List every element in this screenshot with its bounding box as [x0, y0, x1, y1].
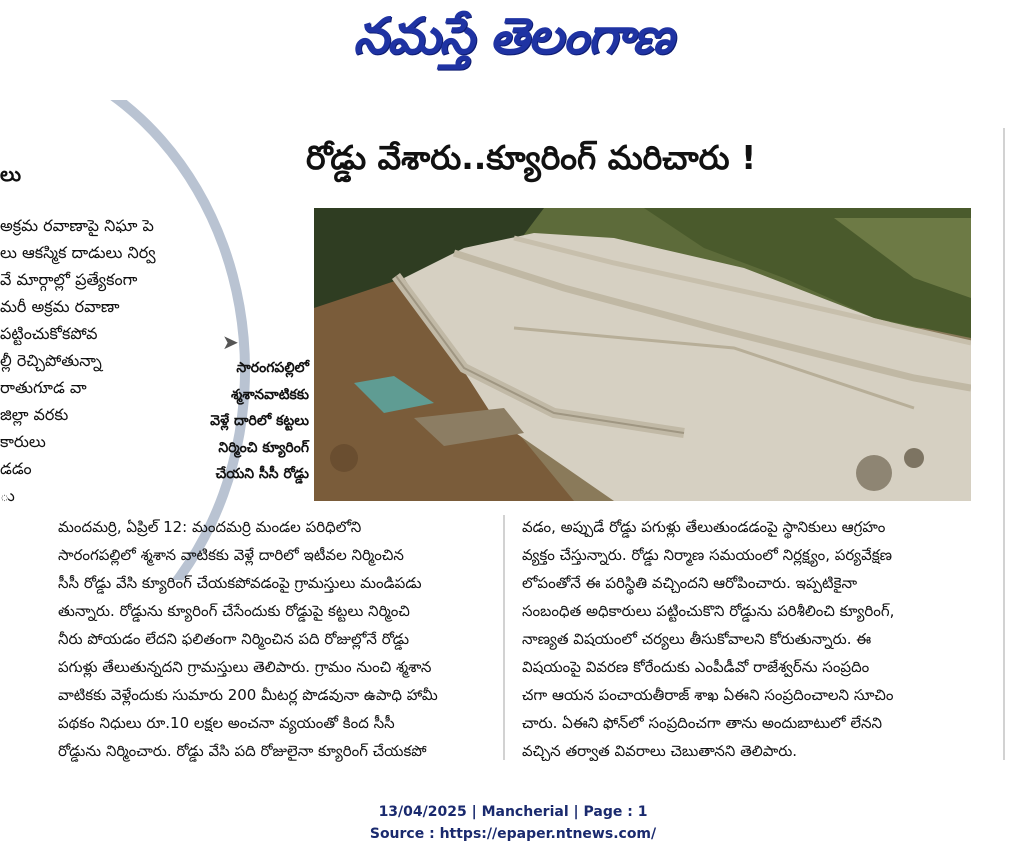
body-line: సీసీ రోడ్డు వేసి క్యూరింగ్ చేయకపోవడంపై గ్రామస్తులు మండిపడు: [58, 574, 422, 592]
body-line: లోపంతోనే ఈ పరిస్థితి వచ్చిందని ఆరోపించారు. ఇప్పటికైనా: [522, 574, 858, 592]
text-line: కారులు: [0, 432, 46, 451]
footer-date-line: 13/04/2025 | Mancherial | Page : 1: [378, 804, 648, 820]
text-line: జిల్లా వరకు: [0, 405, 69, 424]
caption-line: నిర్మించి క్యూరింగ్: [218, 439, 309, 456]
body-line: సారంగపల్లిలో శ్మశాన వాటికకు వెళ్లే దారిలో ఇటీవల నిర్మించిన: [58, 546, 404, 564]
road-photo: [314, 208, 971, 501]
body-line: చగా ఆయన పంచాయతీరాజ్ శాఖ ఏఈని సంప్రదించాలని సూచిం: [522, 686, 894, 704]
caption-line: శ్మశానవాటికకు: [230, 386, 309, 403]
text-line: రాతుగూడ వా: [0, 378, 87, 397]
body-line: తున్నారు. రోడ్డును క్యూరింగ్ చేసేందుకు రోడ్డుపై కట్టలు నిర్మించి: [58, 602, 410, 620]
body-line: నాణ్యత విషయంలో చర్యలు తీసుకోవాలని కోరుతున్నారు. ఈ: [522, 630, 872, 648]
text-line: ల్లీ రెచ్చిపోతున్నా: [0, 351, 102, 370]
masthead-title: నమస్తే తెలంగాణ: [353, 6, 673, 65]
text-line: వే మార్గాల్లో ప్రత్యేకంగా: [0, 270, 138, 289]
body-line: మందమర్రి, ఏప్రిల్ 12: మందమర్రి మండల పరిధిలోని: [58, 518, 362, 536]
adjacent-text-lines: [0, 212, 156, 509]
text-line: మరీ అక్రమ రవాణా: [0, 297, 120, 316]
body-line: వచ్చిన తర్వాత వివరాలు చెబుతానని తెలిపారు.: [522, 742, 798, 760]
body-line: వడం, అప్పుడే రోడ్డు పగుళ్లు తేలుతుండడంపై స్థానికులు ఆగ్రహం: [522, 518, 886, 536]
column-rule-right: [1003, 128, 1005, 760]
body-line: రోడ్డును నిర్మించారు. రోడ్డు వేసి పది రోజులైనా క్యూరింగ్ చేయకపో: [58, 742, 427, 760]
caption-line: వెళ్లే దారిలో కట్టలు: [210, 413, 309, 429]
arrow-right-icon: ➤: [222, 330, 239, 354]
column-rule-left: [503, 515, 505, 760]
adjacent-heading-fragment: లు: [0, 162, 22, 186]
footer-source-line: Source : https://epaper.ntnews.com/: [369, 826, 657, 842]
text-line: లు ఆకస్మిక దాడులు నిర్వ: [0, 243, 156, 262]
adjacent-article-fragment: [0, 100, 260, 580]
body-line: పథకం నిధులు రూ.10 లక్షల అంచనా వ్యయంతో కింద సీసీ: [58, 714, 395, 732]
article-headline: రోడ్డు వేశారు..క్యూరింగ్ మరిచారు !: [306, 138, 757, 177]
body-line: పగుళ్లు తేలుతున్నదని గ్రామస్తులు తెలిపారు. గ్రామం నుంచి శ్మశాన: [58, 658, 432, 676]
text-line: పట్టించుకోకపోవ: [0, 324, 98, 343]
photo-caption: [164, 355, 309, 488]
caption-line: చేయని సీసీ రోడ్డు: [215, 466, 309, 482]
text-line: అక్రమ రవాణాపై నిఘా పె: [0, 216, 154, 235]
text-line: ు: [0, 486, 15, 505]
article-body-left: [58, 513, 498, 765]
body-line: విషయంపై వివరణ కోరేందుకు ఎంపీడీవో రాజేశ్వర్‌ను సంప్రదిం: [522, 658, 870, 676]
caption-line: సారంగపల్లిలో: [236, 360, 309, 376]
body-line: వాటికకు వెళ్లేందుకు సుమారు 200 మీటర్ల పొడవునా ఉపాధి హామీ: [58, 686, 438, 704]
body-line: సంబంధిత అధికారులు పట్టించుకొని రోడ్డును పరిశీలించి క్యూరింగ్,: [522, 602, 895, 620]
body-line: నీరు పోయడం లేదని ఫలితంగా నిర్మించిన పది రోజుల్లోనే రోడ్డు: [58, 630, 410, 648]
body-line: వ్యక్తం చేస్తున్నారు. రోడ్డు నిర్మాణ సమయంలో నిర్లక్ష్యం, పర్యవేక్షణ: [522, 546, 893, 564]
article-body-right: [522, 513, 977, 765]
text-line: డడం: [0, 459, 32, 478]
body-line: చారు. ఏఈని ఫోన్‌లో సంప్రదించగా తాను అందుబాటులో లేనని: [522, 714, 883, 732]
